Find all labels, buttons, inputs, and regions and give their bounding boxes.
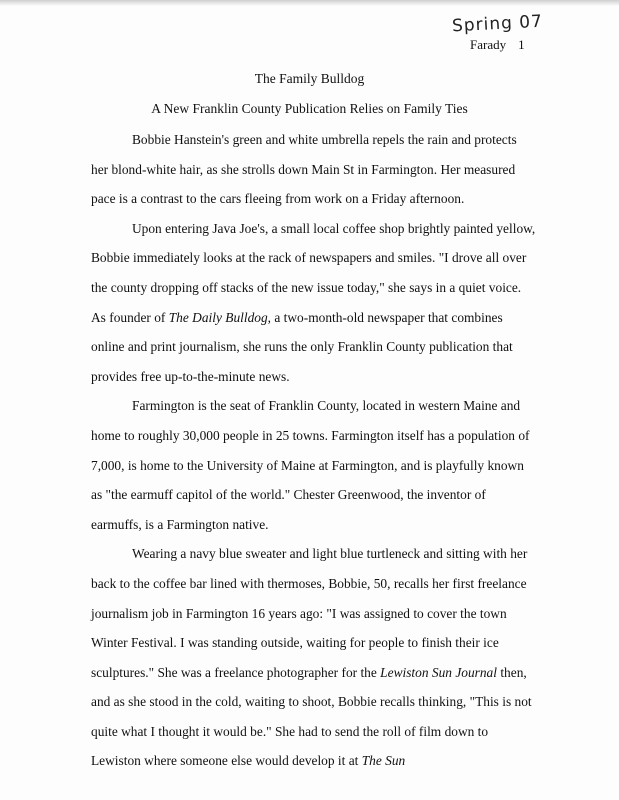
paragraph-text: Wearing a navy blue sweater and light blue turtleneck and sitting with her back to the coffee bar lined with thermoses, Bobbie, 50, recalls her first freelance journalism job in Farmington 16 years ago: "I was assigned to cover the town Winter Festival. I was standing outside, waiting for people to finish their ice sculptures." She was a freelance photographer for the [91, 546, 528, 680]
publication-title: Lewiston Sun Journal [380, 664, 497, 680]
article-body [91, 125, 537, 776]
paragraph-text: then, and as she stood in the cold, waiting to shoot, Bobbie recalls thinking, "This is not quite what I thought it would be." She had to send the roll of film down to Lewiston where someone else would develop it at [91, 664, 532, 769]
handwritten-annotation: Spring 07 [451, 11, 544, 37]
scan-edge-shadow [0, 0, 619, 6]
publication-title: The Sun [361, 753, 406, 769]
article-subtitle: A New Franklin County Publication Relies on Family Ties [151, 101, 468, 116]
paragraph-text: Upon entering Java Joe's, a small local coffee shop brightly painted yellow, Bobbie immediately looks at the rack of newspapers and smiles. "I drove all over the county dropping off stacks of the new issue today," she says in a quiet voice. As founder of [91, 220, 536, 325]
paragraph-3 [91, 391, 537, 539]
paragraph-2 [91, 214, 537, 392]
header-author: Farady [470, 37, 507, 52]
running-header [470, 37, 525, 53]
paragraph-4 [91, 539, 537, 776]
article-title: The Family Bulldog [254, 71, 365, 86]
paragraph-1 [91, 125, 537, 214]
publication-title: The Daily Bulldog [168, 309, 268, 325]
page-number: 1 [518, 37, 525, 52]
paragraph-text: Farmington is the seat of Franklin County, located in western Maine and home to roughly 30,000 people in 25 towns. Farmington itself has a population of 7,000, is home to the University of Maine at Farmington, and is playfully known as "the earmuff capitol of the world." Chester Greenwood, the inventor of earmuffs, is a Farmington native. [91, 398, 530, 532]
paragraph-text: Bobbie Hanstein's green and white umbrella repels the rain and protects her blond-white hair, as she strolls down Main St in Farmington. Her measured pace is a contrast to the cars fleeing from work on a Friday afternoon. [91, 132, 517, 207]
paragraph-text: , a two-month-old newspaper that combines online and print journalism, she runs the only Franklin County publication that provides free up-to-the-minute news. [91, 309, 513, 384]
